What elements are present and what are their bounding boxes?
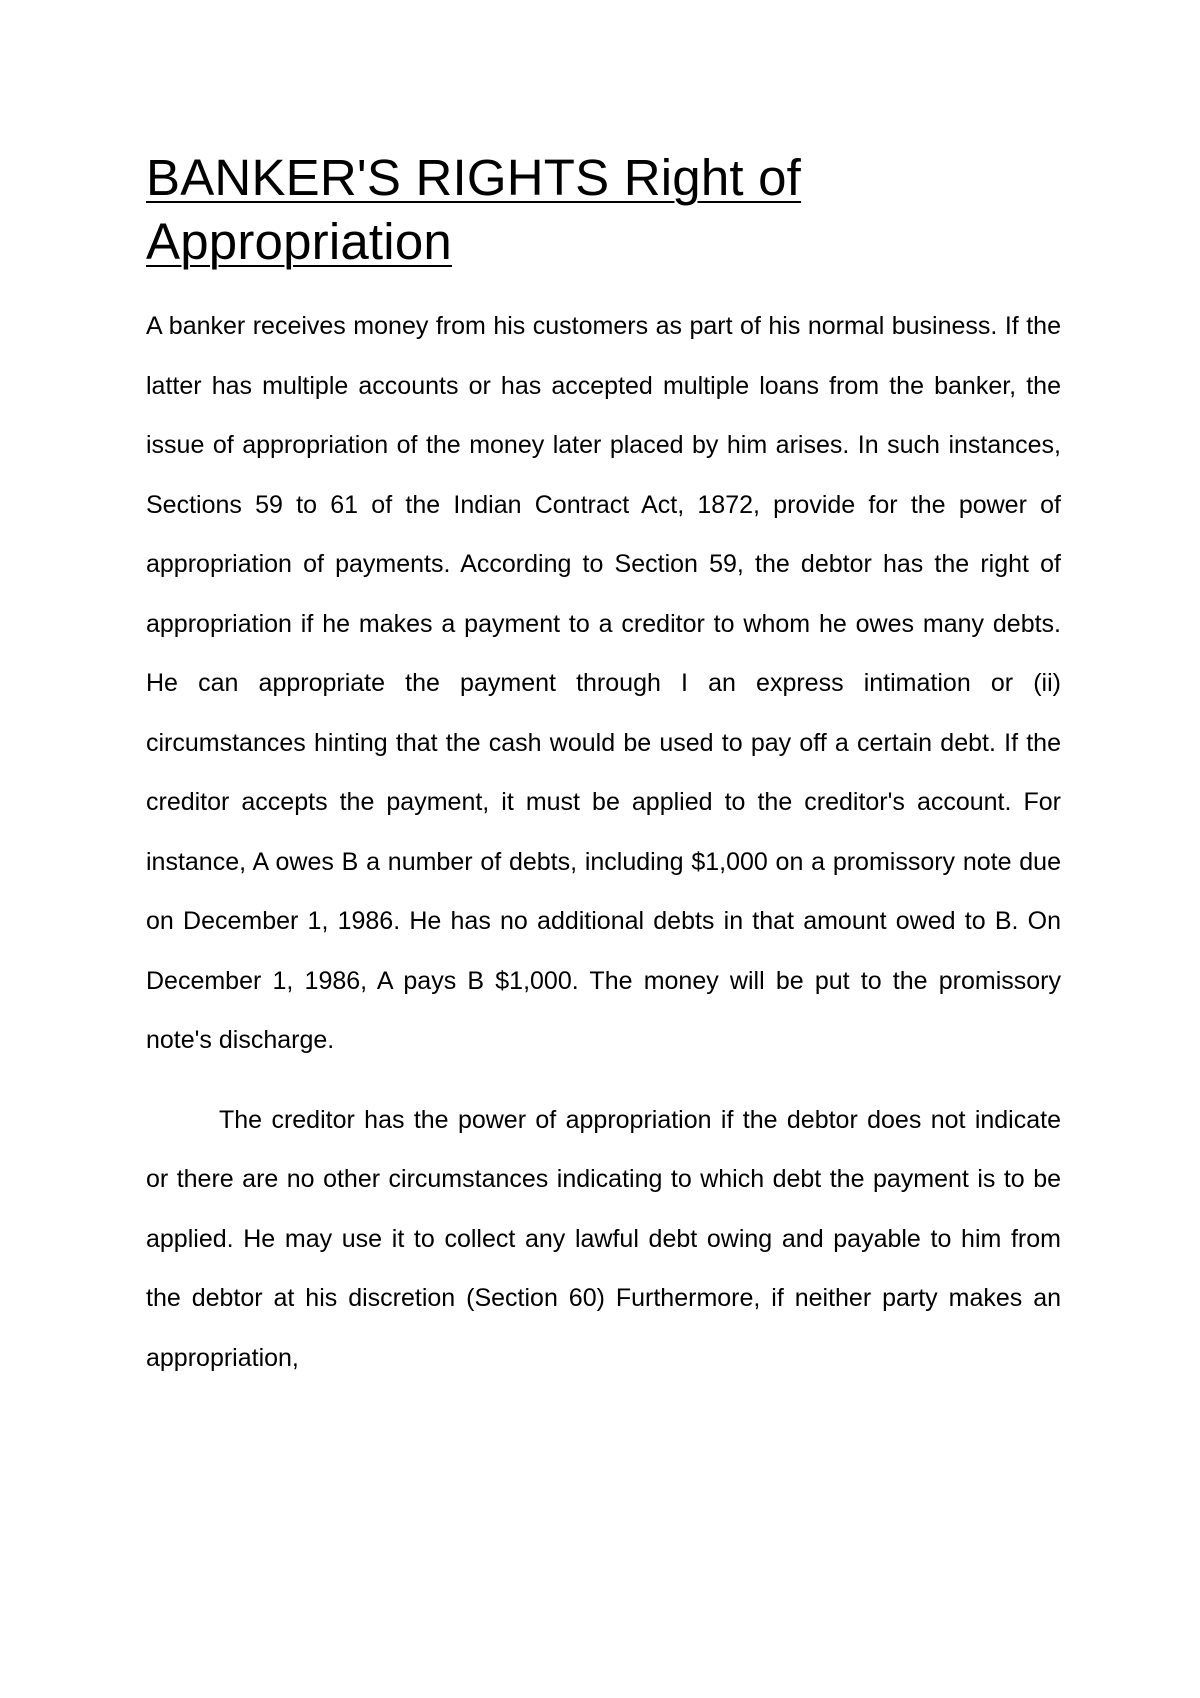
- document-body: [146, 146, 1061, 1388]
- paragraph-1: A banker receives money from his customers as part of his normal business. If the latter has multiple accounts or has accepted multiple loans from the banker, the issue of appropriation of the money later placed by him arises. In such instances, Sections 59 to 61 of the Indian Contract Act, 1872, provide for the power of appropriation of payments. According to Section 59, the debtor has the right of appropriation if he makes a payment to a creditor to whom he owes many debts. He can appropriate the payment through I an express intimation or (ii) circumstances hinting that the cash would be used to pay off a certain debt. If the creditor accepts the payment, it must be applied to the creditor's account. For instance, A owes B a number of debts, including $1,000 on a promissory note due on December 1, 1986. He has no additional debts in that amount owed to B. On December 1, 1986, A pays B $1,000. The money will be put to the promissory note's discharge.: [146, 312, 1061, 1054]
- paragraph-2: The creditor has the power of appropriation if the debtor does not indicate or there are no other circumstances indicating to which debt the payment is to be applied. He may use it to collect any lawful debt owing and payable to him from the debtor at his discretion (Section 60) Furthermore, if neither party makes an appropriation,: [146, 1105, 1061, 1372]
- document-title: BANKER'S RIGHTS Right of Appropriation: [146, 149, 802, 270]
